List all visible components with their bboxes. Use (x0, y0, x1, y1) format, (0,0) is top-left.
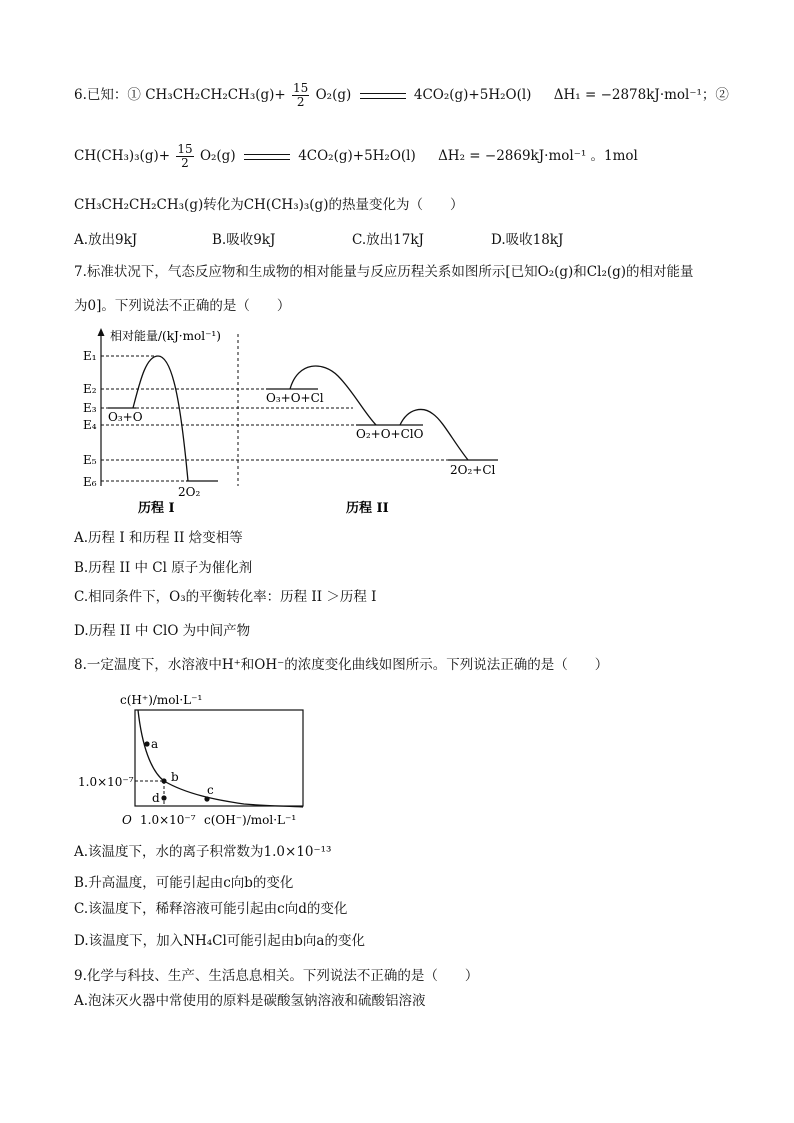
q6-r2-right: 4CO₂(g)+5H₂O(l) (298, 148, 416, 164)
equal-arrow-2 (244, 154, 290, 160)
q7-option-c[interactable]: C.相同条件下，O₃的平衡转化率：历程 II ＞历程 I (74, 589, 377, 605)
point-a: a (151, 737, 159, 751)
label-o2-o-clo: O₂+O+ClO (356, 427, 424, 441)
q6-dh1: ΔH₁ = −2878kJ·mol⁻¹；② (553, 87, 729, 103)
level-e6: E₆ (83, 475, 97, 489)
level-e3: E₃ (83, 401, 97, 415)
q7-ylabel: 相对能量/(kJ·mol⁻¹) (110, 329, 221, 343)
equal-arrow-1 (360, 93, 406, 99)
q8-option-a[interactable]: A.该温度下，水的离子积常数为1.0×10⁻¹³ (74, 844, 332, 860)
q8-origin: O (122, 813, 132, 827)
point-d: d (152, 791, 160, 805)
q8-xtick: 1.0×10⁻⁷ (140, 813, 196, 827)
level-e5: E₅ (83, 453, 97, 467)
q6-dh2: ΔH₂ = −2869kJ·mol⁻¹ 。1mol (438, 148, 638, 164)
q6-equation-1 (74, 82, 729, 109)
point-c: c (207, 783, 214, 797)
q9-option-a[interactable]: A.泡沫灭火器中常使用的原料是碳酸氢钠溶液和硫酸铝溶液 (74, 993, 426, 1009)
q6-r2-left: CH(CH₃)₃(g)+ (74, 148, 171, 164)
q7-stem-2: 为0]。下列说法不正确的是（ ） (74, 298, 291, 314)
q6-prefix: 6.已知：① (74, 87, 141, 103)
q6-option-d[interactable]: D.吸收18kJ (491, 232, 564, 248)
q7-option-d[interactable]: D.历程 II 中 ClO 为中间产物 (74, 623, 251, 639)
q9-stem: 9.化学与科技、生产、生活息息相关。下列说法不正确的是（ ） (74, 968, 479, 984)
q7-option-a[interactable]: A.历程 I 和历程 II 焓变相等 (74, 530, 243, 546)
q8-option-d[interactable]: D.该温度下，加入NH₄Cl可能引起由b向a的变化 (74, 933, 365, 949)
process-2-title: 历程 II (346, 501, 389, 516)
label-o3-o-cl: O₃+O+Cl (266, 391, 324, 405)
q7-energy-diagram (78, 326, 498, 520)
level-e2: E₂ (83, 382, 97, 396)
level-e1: E₁ (83, 349, 97, 363)
q6-option-b[interactable]: B.吸收9kJ (212, 232, 276, 248)
q6-frac-2: $\frac{15}{2}$ (177, 142, 193, 170)
point-b: b (171, 770, 179, 784)
process-1-title: 历程 I (138, 501, 175, 516)
label-2o2-cl: 2O₂+Cl (450, 463, 496, 477)
q8-stem: 8.一定温度下，水溶液中H⁺和OH⁻的浓度变化曲线如图所示。下列说法正确的是（ ） (74, 657, 609, 673)
q8-option-c[interactable]: C.该温度下，稀释溶液可能引起由c向d的变化 (74, 901, 348, 917)
q8-option-b[interactable]: B.升高温度，可能引起由c向b的变化 (74, 875, 294, 891)
q6-frac-1: $\frac{15}{2}$ (293, 81, 309, 109)
q6-r1-left: CH₃CH₂CH₂CH₃(g)+ (145, 87, 286, 103)
q7-option-b[interactable]: B.历程 II 中 Cl 原子为催化剂 (74, 560, 253, 576)
q6-equation-2 (74, 143, 638, 170)
q8-ion-curve (76, 686, 316, 832)
q6-line3: CH₃CH₂CH₂CH₃(g)转化为CH(CH₃)₃(g)的热量变化为（ ） (74, 197, 464, 213)
q6-option-a[interactable]: A.放出9kJ (74, 232, 138, 248)
q7-stem-1: 7.标准状况下，气态反应物和生成物的相对能量与反应历程关系如图所示[已知O₂(g)和Cl₂(g)的相对能量 (74, 264, 694, 280)
label-2o2: 2O₂ (178, 485, 201, 499)
q8-ylabel: c(H⁺)/mol·L⁻¹ (120, 693, 203, 707)
q8-ytick: 1.0×10⁻⁷ (78, 775, 134, 789)
q6-o2-1: O₂(g) (315, 87, 352, 103)
label-o3-o: O₃+O (108, 410, 143, 424)
level-e4: E₄ (83, 418, 97, 432)
q6-option-c[interactable]: C.放出17kJ (352, 232, 424, 248)
q6-o2-2: O₂(g) (199, 148, 236, 164)
q8-xlabel: c(OH⁻)/mol·L⁻¹ (204, 813, 297, 827)
q6-r1-right: 4CO₂(g)+5H₂O(l) (413, 87, 532, 103)
